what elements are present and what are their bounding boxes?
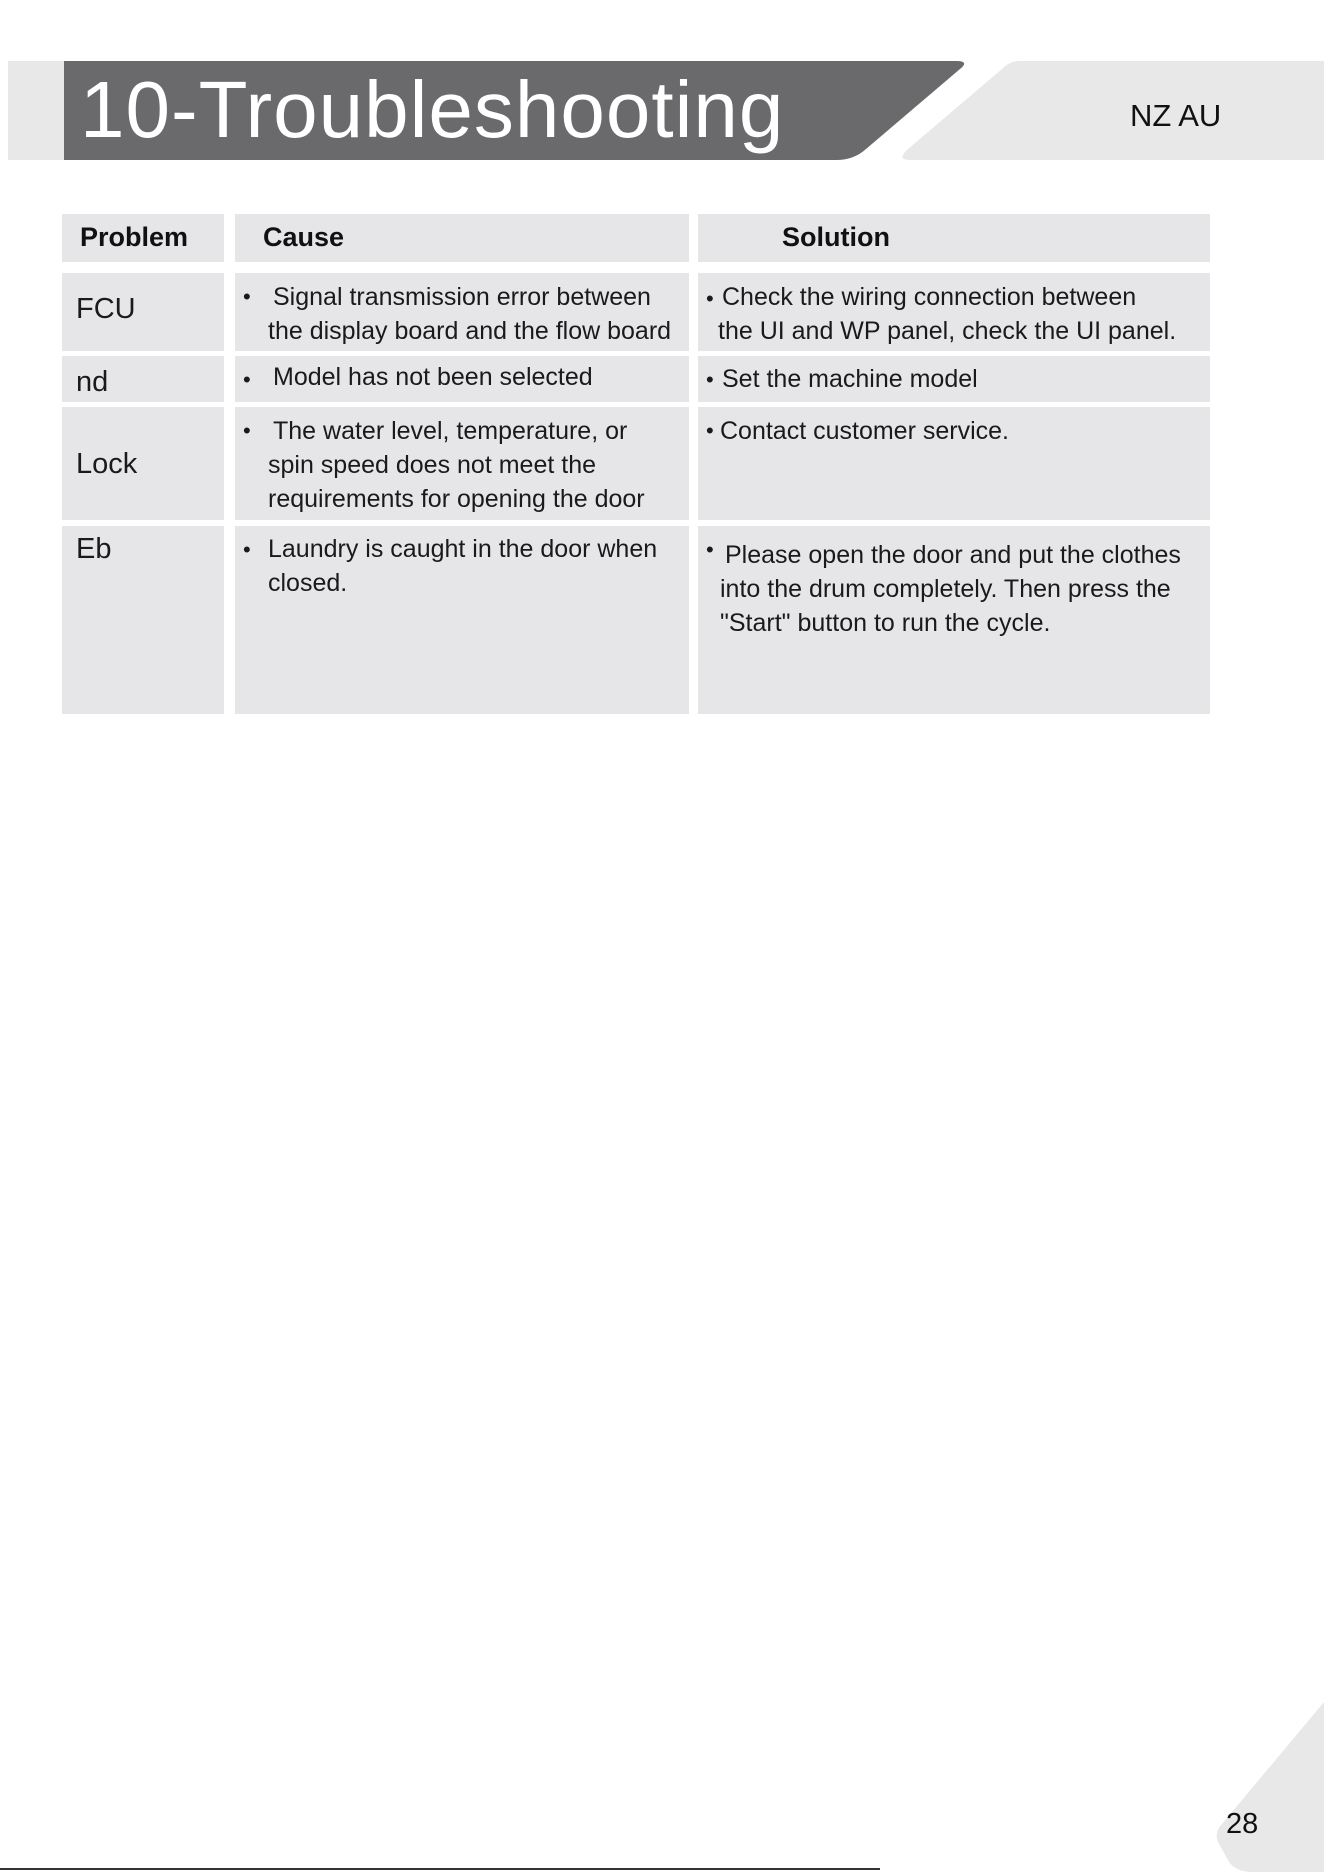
cause-line: Model has not been selected: [273, 363, 593, 391]
bullet-icon: •: [243, 537, 251, 562]
solution-line: Contact customer service.: [720, 417, 1009, 445]
problem-code-eb: Eb: [76, 533, 112, 565]
column-header-problem: Problem: [80, 222, 189, 252]
solution-line: Please open the door and put the clothes: [725, 541, 1181, 569]
cause-line: requirements for opening the door: [268, 485, 645, 513]
column-header-cause: Cause: [263, 222, 345, 252]
cause-line: the display board and the flow board: [268, 317, 672, 345]
cause-line: closed.: [268, 569, 348, 597]
solution-line: the UI and WP panel, check the UI panel.: [718, 317, 1177, 345]
solution-line: "Start" button to run the cycle.: [720, 609, 1051, 637]
solution-line: Check the wiring connection between: [722, 283, 1137, 311]
column-header-solution: Solution: [782, 222, 890, 252]
problem-code-lock: Lock: [76, 448, 138, 480]
bullet-icon: •: [706, 537, 714, 562]
page-number: 28: [1226, 1808, 1259, 1840]
bullet-icon: •: [243, 284, 251, 309]
page-corner-shape: [1214, 1702, 1324, 1872]
bullet-icon: •: [243, 367, 251, 392]
table-header-solution-cell: [698, 214, 1210, 262]
cause-line: Laundry is caught in the door when: [268, 535, 658, 563]
bullet-icon: •: [706, 418, 714, 443]
solution-line: into the drum completely. Then press the: [720, 575, 1171, 603]
region-label: NZ AU: [1130, 98, 1222, 133]
problem-code-nd: nd: [76, 366, 109, 398]
solution-line: Set the machine model: [722, 365, 978, 393]
cause-line: Signal transmission error between: [273, 283, 651, 311]
bullet-icon: •: [706, 286, 714, 311]
footer-divider: [0, 1868, 880, 1870]
cause-line: spin speed does not meet the: [268, 451, 597, 479]
problem-code-fcu: FCU: [76, 293, 136, 325]
page-title: 10-Troubleshooting: [80, 65, 785, 154]
bullet-icon: •: [706, 367, 714, 392]
bullet-icon: •: [243, 418, 251, 443]
cause-line: The water level, temperature, or: [273, 417, 628, 445]
